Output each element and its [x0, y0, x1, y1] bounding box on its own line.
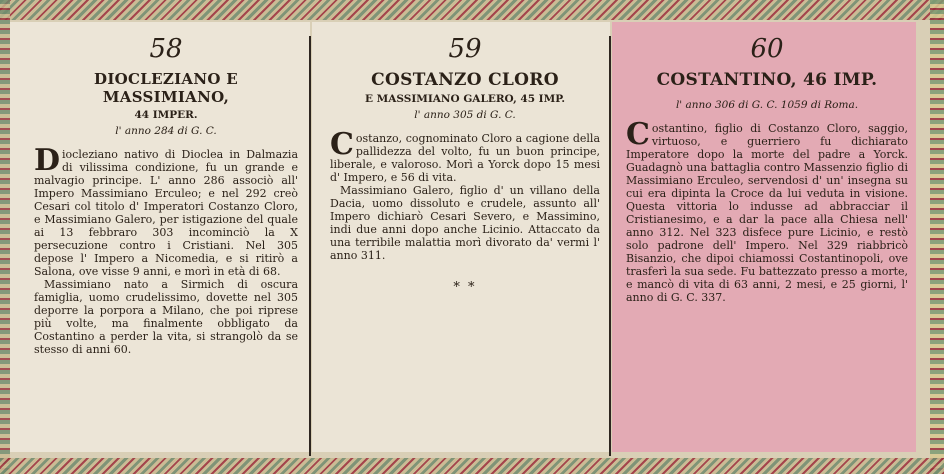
entry-number: 58	[149, 34, 183, 64]
drop-cap: C	[626, 117, 650, 152]
entry-date: l' anno 284 di G. C.	[115, 125, 217, 137]
entry-subtitle: 44 IMPER.	[134, 109, 198, 121]
ornamental-border-right	[930, 0, 944, 474]
entry-59-panel	[312, 22, 610, 452]
drop-cap: D	[34, 143, 61, 178]
entry-number: 60	[750, 34, 784, 64]
entry-date: l' anno 306 di G. C. 1059 di Roma.	[675, 99, 859, 111]
paragraph-text: iocleziano nativo di Dioclea in Dalmazia di vilissima condizione, fu un grande e malvagio principe. L' anno 286 associò all' Impero Massimiano Erculeo; e nel 292 creò Cesari col titolo d' Imperatori Costanzo Cloro, e Massimiano Galero, per istigazione del quale ai 13 febbraro 303 incominciò la X persecuzione contro i Cristiani. Nel 305 depose l' Impero a Nicomedia, e si ritirò a Salona, ove visse 9 anni, e morì in età di 68.	[34, 148, 298, 278]
column-divider	[609, 36, 611, 456]
entry-date: l' anno 305 di G. C.	[414, 109, 516, 121]
entry-paragraph-2: Massimiano nato a Sirmich di oscura famiglia, uomo crudelissimo, dovette nel 305 deporre la porpora a Milano, che poi riprese più volte, ma finalmente obbligato da Costantino a perder la vita, si strangolò da se stesso di anni 60.	[34, 278, 298, 356]
entry-number: 59	[448, 34, 482, 64]
ornamental-border-left	[0, 0, 10, 474]
entry-paragraph	[626, 117, 908, 304]
paragraph-text: ostantino, figlio di Costanzo Cloro, saggio, virtuoso, e guerriero fu dichiarato Imperatore dopo la morte del padre a Yorck. Guadagnò una battaglia contro Massenzio figlio di Massimiano Erculeo, servendosi d' un' insegna su cui era dipinta la Croce da lui veduta in visione. Questa vittoria lo indusse ad abbracciar il Cristianesimo, e a dar la pace alla Chiesa nell' anno 312. Nel 323 disfece pure Licinio, e restò solo padrone dell' Impero. Nel 329 riabbricò Bisanzio, che dipoi chiamossi Costantinopoli, ove trasferì la sua sede. Fu battezzato presso a morte, e mancò di vita di 63 anni, 2 mesi, e 25 giorni, l' anno di G. C. 337.	[626, 122, 908, 304]
entry-paragraph	[34, 143, 298, 278]
ornament-asterisks: * *	[453, 280, 477, 295]
entry-60-panel	[612, 22, 916, 452]
entry-58-panel	[10, 22, 310, 452]
entry-title: COSTANZO CLORO	[371, 70, 559, 90]
drop-cap: C	[330, 127, 354, 162]
entry-paragraph	[330, 127, 600, 184]
column-divider	[309, 36, 311, 456]
paragraph-text: ostanzo, cognominato Cloro a cagione della pallidezza del volto, fu un buon principe, liberale, e valoroso. Morì a Yorck dopo 15 mesi d' Impero, e 56 di vita.	[330, 132, 600, 184]
entry-subtitle: E MASSIMIANO GALERO, 45 IMP.	[364, 93, 566, 105]
entry-paragraph-2: Massimiano Galero, figlio d' un villano della Dacia, uomo dissoluto e crudele, assunto all' Impero dichiarò Cesari Severo, e Massimino, indi due anni dopo anche Licinio. Attaccato da una terribile malattia morì divorato da' vermi l' anno 311.	[330, 184, 600, 262]
ornamental-border-top	[0, 0, 944, 20]
ornamental-border-bottom	[0, 458, 944, 474]
entry-title: COSTANTINO, 46 IMP.	[656, 70, 878, 90]
entry-title: DIOCLEZIANO E MASSIMIANO,	[94, 70, 238, 106]
